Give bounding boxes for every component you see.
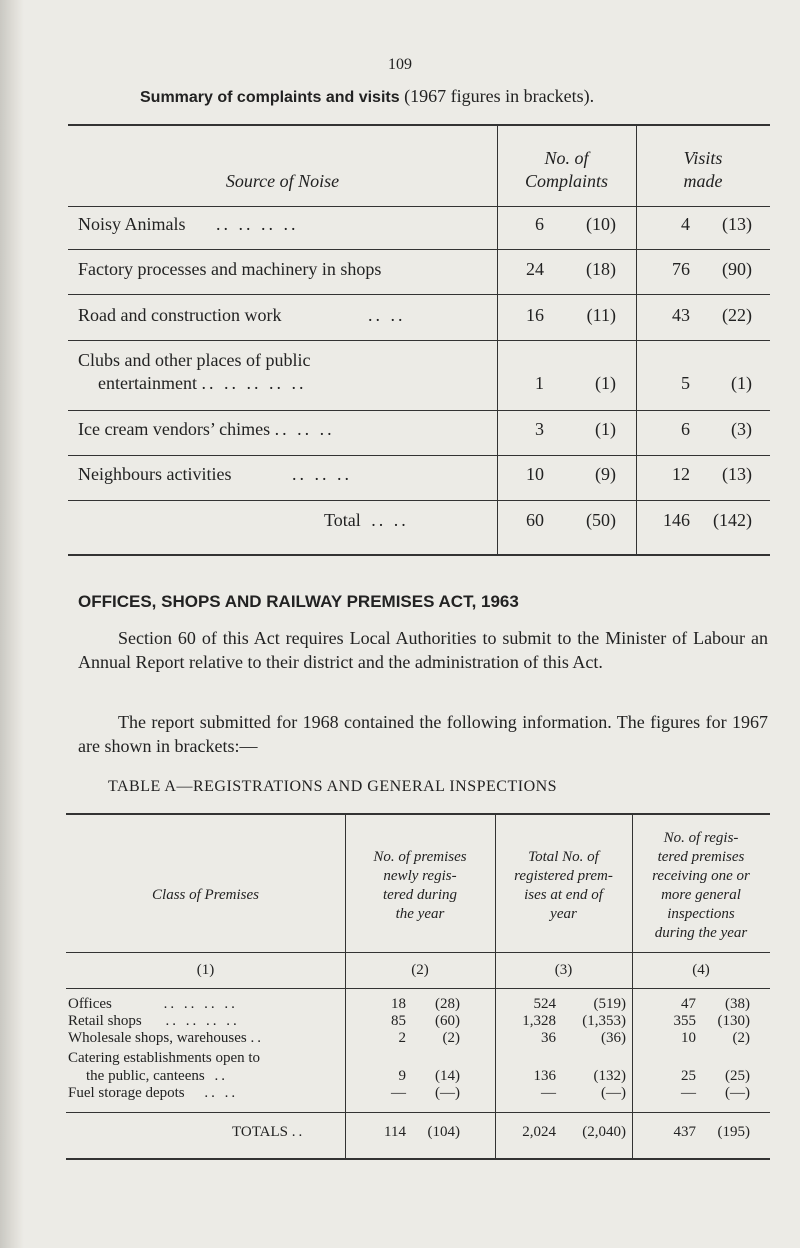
header-line: tered during [382, 887, 458, 903]
row-label: Road and construction work .. .. [78, 305, 406, 325]
visits-1967-total: (142) [713, 510, 752, 530]
summary-heading [140, 86, 760, 107]
complaints-value: 24 [526, 259, 544, 279]
newly-registered-1967: (14) [435, 1068, 460, 1084]
complaints-value: 10 [526, 464, 544, 484]
summary-top-rule [68, 124, 770, 126]
complaints-1967-value: (18) [586, 259, 616, 279]
summary-bottom-rule [68, 554, 770, 556]
total-registered-1967: (132) [593, 1068, 626, 1084]
row-label: Wholesale shops, warehouses .. [68, 1030, 264, 1046]
total-registered-1967-total: (2,040) [582, 1124, 626, 1140]
inspected-total: 437 [673, 1124, 696, 1140]
complaints-1967-value: (11) [586, 305, 616, 325]
header-line: the year [395, 906, 445, 922]
newly-registered-value: 85 [391, 1013, 406, 1029]
newly-registered-1967: (28) [435, 996, 460, 1012]
summary-col-visits-line: made [683, 171, 723, 191]
newly-registered-1967-total: (104) [427, 1124, 460, 1140]
table-a-col-number: (1) [196, 962, 215, 978]
inspected-1967: (2) [732, 1030, 750, 1046]
summary-row-rule [68, 410, 770, 411]
paragraph: Section 60 of this Act requires Local Authorities to submit to the Minister of Labour an Annual Report relative to their district and the administration of this Act. [78, 628, 768, 672]
newly-registered-total: 114 [384, 1124, 406, 1140]
complaints-1967-value: (10) [586, 214, 616, 234]
complaints-value: 6 [535, 214, 544, 234]
total-registered-1967: (36) [601, 1030, 626, 1046]
visits-value: 5 [681, 373, 690, 393]
header-line: during the year [654, 925, 748, 941]
row-label: Neighbours activities .. .. .. [78, 464, 352, 484]
total-registered-1967: (1,353) [582, 1013, 626, 1029]
row-label-line1: Catering establishments open to [68, 1050, 261, 1066]
inspected-1967: (130) [717, 1013, 750, 1029]
leader-dots: .. .. [371, 510, 409, 530]
header-line: Total No. of [528, 849, 599, 865]
visits-1967-value: (1) [731, 373, 752, 393]
complaints-value: 16 [526, 305, 544, 325]
header-line: No. of premises [373, 849, 467, 865]
total-registered-1967: (519) [593, 996, 626, 1012]
complaints-1967-value: (1) [595, 419, 616, 439]
visits-1967-value: (90) [722, 259, 752, 279]
inspected-1967: (—) [725, 1085, 750, 1101]
summary-row-rule [68, 249, 770, 250]
newly-registered-value: 9 [398, 1068, 406, 1084]
total-registered-total: 2,024 [522, 1124, 556, 1140]
table-a-colnum-rule [66, 988, 770, 989]
inspected-value: 10 [681, 1030, 696, 1046]
leader-dots: .. [291, 1124, 306, 1140]
newly-registered-1967: (60) [435, 1013, 460, 1029]
summary-row-rule [68, 294, 770, 295]
complaints-value: 1 [535, 373, 544, 393]
header-line: newly regis- [383, 868, 457, 884]
inspected-value: — [681, 1085, 696, 1101]
table-a-col-number: (3) [554, 962, 573, 978]
summary-col-complaints-line: Complaints [524, 171, 608, 191]
visits-value: 4 [681, 214, 690, 234]
row-label: TOTALS .. [232, 1124, 306, 1140]
summary-row-rule [68, 500, 770, 501]
summary-row-rule [68, 455, 770, 456]
row-label: Total .. .. [324, 510, 409, 530]
newly-registered-value: 18 [391, 996, 406, 1012]
table-a-body-rule [66, 1112, 770, 1113]
header-line: receiving one or [652, 868, 750, 884]
visits-1967-value: (3) [731, 419, 752, 439]
inspected-value: 355 [673, 1013, 696, 1029]
leader-dots: .. .. [367, 305, 406, 325]
leader-dots: .. [214, 1068, 228, 1084]
leader-dots: .. .. .. .. [165, 1013, 240, 1029]
row-label: the public, canteens .. [86, 1068, 228, 1084]
header-line: registered prem- [514, 868, 613, 884]
table-a-col-number: (4) [692, 962, 710, 978]
visits-value: 76 [672, 259, 690, 279]
inspected-1967: (25) [725, 1068, 750, 1084]
visits-value: 6 [681, 419, 690, 439]
summary-row-rule [68, 340, 770, 341]
header-line: ises at end of [524, 887, 603, 903]
table-a-col-inspected-header [632, 829, 770, 943]
row-label: Ice cream vendors’ chimes .. .. .. [78, 419, 335, 439]
summary-col-source-header: Source of Noise [225, 171, 340, 191]
leader-dots: .. .. .. [291, 464, 352, 484]
table-a-col-number: (2) [411, 962, 429, 978]
inspected-1967-total: (195) [717, 1124, 750, 1140]
total-registered-value: — [541, 1085, 556, 1101]
complaints-1967-value: (9) [595, 464, 616, 484]
total-registered-value: 524 [533, 996, 556, 1012]
visits-1967-value: (22) [722, 305, 752, 325]
page-number: 109 [388, 56, 412, 73]
total-registered-1967: (—) [601, 1085, 626, 1101]
paragraph: The report submitted for 1968 contained the following information. The figures for 1967 are shown in brackets:— [78, 712, 768, 756]
leader-dots: .. .. .. [274, 419, 335, 439]
newly-registered-value: — [391, 1085, 406, 1101]
row-label: Retail shops .. .. .. .. [68, 1013, 240, 1029]
visits-1967-value: (13) [722, 214, 752, 234]
newly-registered-1967: (—) [435, 1085, 460, 1101]
complaints-value: 3 [535, 419, 544, 439]
table-a-caption: TABLE A—REGISTRATIONS AND GENERAL INSPECTIONS [108, 778, 558, 795]
complaints-total: 60 [526, 510, 544, 530]
header-line: tered premises [657, 849, 745, 865]
table-a-col-class-header: Class of Premises [152, 887, 259, 903]
visits-total: 146 [663, 510, 690, 530]
summary-head-rule [68, 206, 770, 207]
total-registered-value: 36 [541, 1030, 556, 1046]
row-label: Offices .. .. .. .. [68, 996, 238, 1012]
inspected-1967: (38) [725, 996, 750, 1012]
summary-heading-bold: Summary of complaints and visits [140, 89, 400, 106]
visits-value: 12 [672, 464, 690, 484]
summary-col-visits-header [636, 147, 770, 193]
total-registered-value: 1,328 [522, 1013, 556, 1029]
visits-1967-value: (13) [722, 464, 752, 484]
table-a-col-newly-header [345, 848, 495, 924]
complaints-1967-value: (1) [595, 373, 616, 393]
row-label: Fuel storage depots .. .. [68, 1085, 239, 1101]
complaints-1967-total: (50) [586, 510, 616, 530]
section-heading: OFFICES, SHOPS AND RAILWAY PREMISES ACT, 1963 [78, 592, 519, 611]
row-label: Factory processes and machinery in shops [78, 259, 382, 279]
row-label: Noisy Animals .. .. .. .. [78, 214, 299, 234]
leader-dots: .. .. .. .. [163, 996, 238, 1012]
leader-dots: .. [250, 1030, 264, 1046]
visits-value: 43 [672, 305, 690, 325]
header-line: year [550, 906, 577, 922]
header-line: inspections [667, 906, 735, 922]
table-a-bottom-rule [66, 1158, 770, 1160]
inspected-value: 47 [681, 996, 696, 1012]
header-line: more general [661, 887, 741, 903]
table-a-head-rule [66, 952, 770, 953]
newly-registered-1967: (2) [442, 1030, 460, 1046]
newly-registered-value: 2 [398, 1030, 406, 1046]
total-registered-value: 136 [533, 1068, 556, 1084]
row-label: entertainment .. .. .. .. .. [98, 373, 307, 393]
table-a-col-total-header [495, 848, 632, 924]
header-line: No. of regis- [663, 830, 739, 846]
leader-dots: .. .. [204, 1085, 239, 1101]
summary-col-visits-line: Visits [683, 148, 723, 168]
summary-heading-rest: (1967 figures in brackets). [399, 86, 595, 106]
table-a-top-rule [66, 813, 770, 815]
summary-col-complaints-line: No. of [544, 148, 589, 168]
leader-dots: .. .. .. .. [216, 214, 299, 234]
summary-col-complaints-header [497, 147, 636, 193]
leader-dots: .. .. .. .. .. [201, 373, 307, 393]
row-label-line1: Clubs and other places of public [78, 350, 311, 370]
inspected-value: 25 [681, 1068, 696, 1084]
